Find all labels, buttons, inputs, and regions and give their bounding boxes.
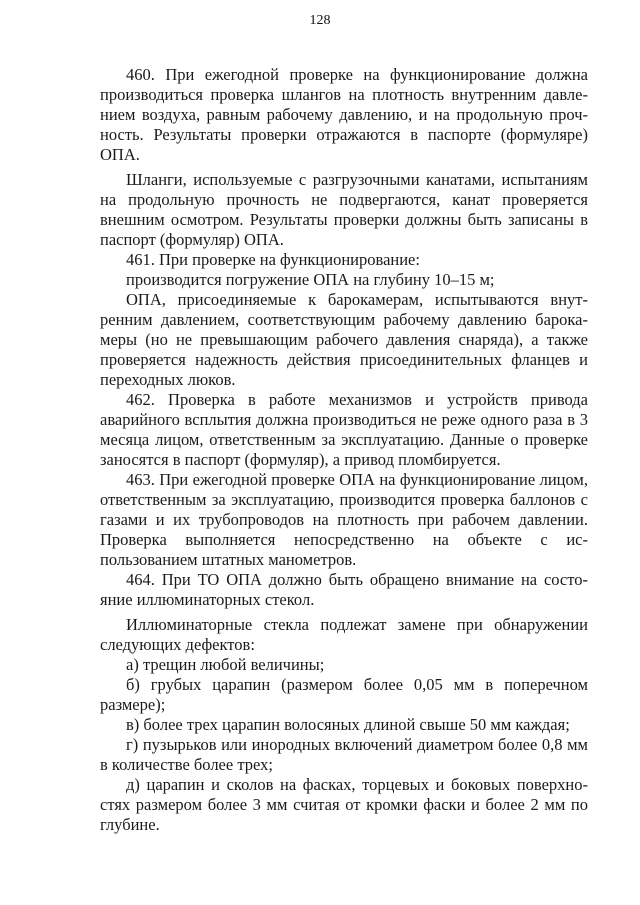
paragraph-461: 461. При проверке на функционирование:	[126, 250, 420, 269]
list-item-g: г) пузырьков или инородных включений диаметром более 0,8 мм в количестве более трех;	[100, 735, 588, 774]
paragraph-defects-intro: Иллюминаторные стекла подлежат замене при обнаружении следующих дефектов:	[100, 615, 588, 654]
list-item-a: а) трещин любой величины;	[126, 655, 325, 674]
paragraph-462: 462. Проверка в работе механизмов и устройств привода аварийного всплытия должна производиться не реже одного раза в 3 месяца лицом, ответственным за эксплуатацию. Данные о проверке заносятся в паспорт (формуляр), а привод пломбируется.	[100, 390, 588, 469]
paragraph-pressure-chambers: ОПА, присоединяемые к барокамерам, испытываются внутренним давлением, соответствующим рабочему давлению барокамеры (но не превышающим рабочего давления снаряда), а также проверяется надежность действия присоединительных фланцев и переходных люков.	[100, 290, 588, 389]
paragraph-hoses: Шланги, используемые с разгрузочными канатами, испытаниям на продольную прочность не подвергаются, канат проверяется внешним осмотром. Результаты проверки должны быть записаны в паспорт (формуляр) ОПА.	[100, 170, 588, 249]
list-item-v: в) более трех царапин волосяных длиной свыше 50 мм каждая;	[126, 715, 570, 734]
paragraph-464: 464. При ТО ОПА должно быть обращено внимание на состояние иллюминаторных стекол.	[100, 570, 588, 609]
list-item-b: б) грубых царапин (размером более 0,05 мм в поперечном размере);	[100, 675, 588, 714]
document-body	[100, 60, 588, 835]
paragraph-immersion: производится погружение ОПА на глубину 10–15 м;	[126, 270, 495, 289]
page-number: 128	[309, 13, 331, 28]
paragraph-460: 460. При ежегодной проверке на функционирование должна производиться проверка шлангов на плотность внутренним давлением воздуха, равным рабочему давлению, и на продольную прочность. Результаты проверки отражаются в паспорте (формуляре) ОПА.	[100, 65, 588, 164]
list-item-d: д) царапин и сколов на фасках, торцевых и боковых поверхностях размером более 3 мм считая от кромки фаски и более 2 мм по глубине.	[100, 775, 588, 834]
paragraph-463: 463. При ежегодной проверке ОПА на функционирование лицом, ответственным за эксплуатацию, производится проверка баллонов с газами и их трубопроводов на плотность при рабочем давлении. Проверка выполняется непосредственно на объекте с использованием штатных манометров.	[100, 470, 588, 569]
